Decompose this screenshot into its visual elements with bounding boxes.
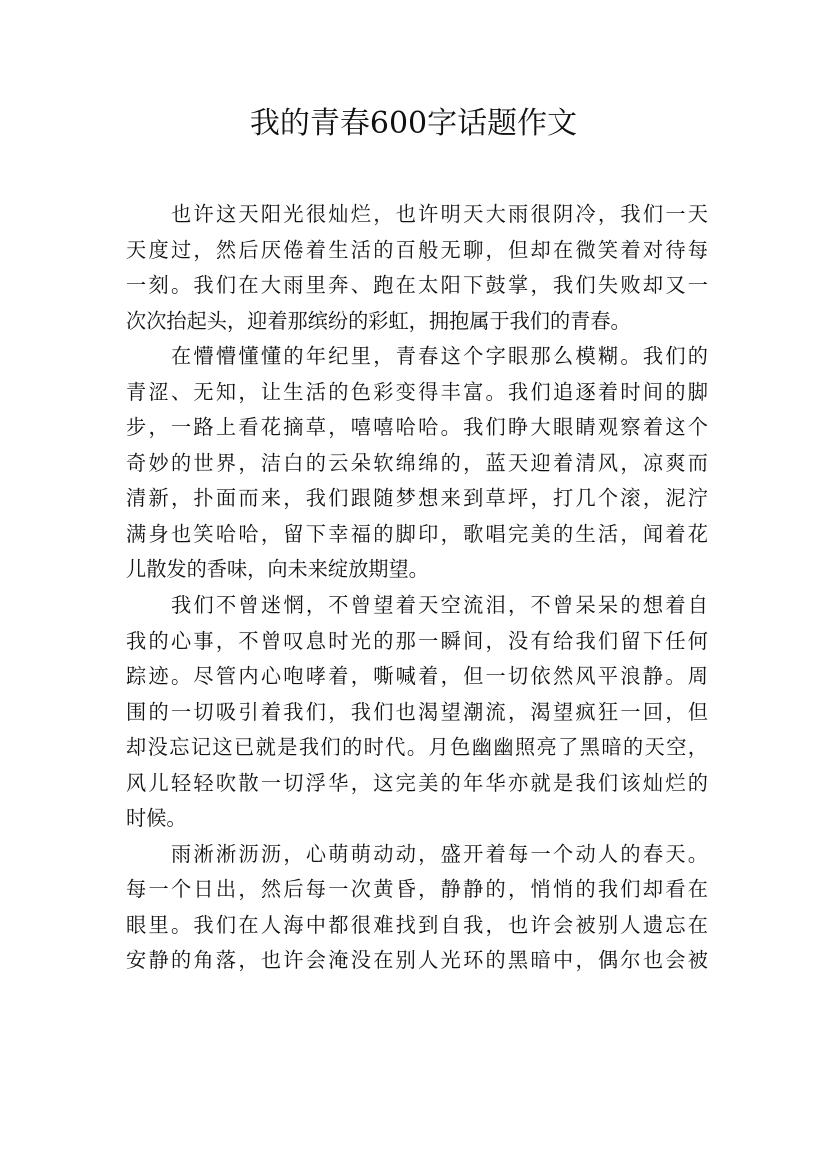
text-line: 天度过，然后厌倦着生活的百般无聊，但却在微笑着对待每: [126, 237, 708, 262]
paragraph-4: [126, 837, 708, 979]
text-line: 眼里。我们在人海中都很难找到自我，也许会被别人遗忘在: [126, 912, 708, 937]
text-line: 清新，扑面而来，我们跟随梦想来到草坪，打几个滚，泥泞: [126, 486, 708, 511]
paragraph-1: [126, 197, 708, 339]
text-line: 踪迹。尽管内心咆哮着，嘶喊着，但一切依然风平浪静。周: [126, 664, 708, 689]
document-title: 我的青春600字话题作文: [249, 106, 578, 141]
text-line: 雨淅淅沥沥，心萌萌动动，盛开着每一个动人的春天。: [171, 841, 708, 866]
text-line: 时候。: [126, 806, 187, 831]
text-line: 我的心事，不曾叹息时光的那一瞬间，没有给我们留下任何: [126, 628, 708, 653]
text-line: 我们不曾迷惘，不曾望着天空流泪，不曾呆呆的想着自: [171, 593, 708, 618]
text-line: 步，一路上看花摘草，嘻嘻哈哈。我们睁大眼睛观察着这个: [126, 415, 708, 440]
text-line: 每一个日出，然后每一次黄昏，静静的，悄悄的我们却看在: [126, 877, 708, 902]
text-line: 奇妙的世界，洁白的云朵软绵绵的，蓝天迎着清风，凉爽而: [126, 450, 708, 475]
text-line: 围的一切吸引着我们，我们也渴望潮流，渴望疯狂一回，但: [126, 699, 708, 724]
text-line: 满身也笑哈哈，留下幸福的脚印，歌唱完美的生活，闻着花: [126, 521, 708, 546]
text-line: 风儿轻轻吹散一切浮华，这完美的年华亦就是我们该灿烂的: [126, 770, 708, 795]
text-line: 却没忘记这已就是我们的时代。月色幽幽照亮了黑暗的天空，: [126, 735, 708, 760]
text-line: 一刻。我们在大雨里奔、跑在太阳下鼓掌，我们失败却又一: [126, 273, 708, 298]
text-line: 次次抬起头，迎着那缤纷的彩虹，拥抱属于我们的青春。: [126, 308, 631, 333]
text-line: 在懵懵懂懂的年纪里，青春这个字眼那么模糊。我们的: [171, 344, 708, 369]
text-line: 也许这天阳光很灿烂，也许明天大雨很阴冷，我们一天: [171, 202, 708, 226]
paragraph-3: [126, 588, 708, 837]
text-line: 安静的角落，也许会淹没在别人光环的黑暗中，偶尔也会被: [126, 948, 708, 973]
text-line: 儿散发的香味，向未来绽放期望。: [126, 557, 429, 582]
text-line: 青涩、无知，让生活的色彩变得丰富。我们追逐着时间的脚: [126, 379, 708, 404]
paragraph-2: [126, 339, 708, 588]
document-body: [126, 197, 708, 979]
